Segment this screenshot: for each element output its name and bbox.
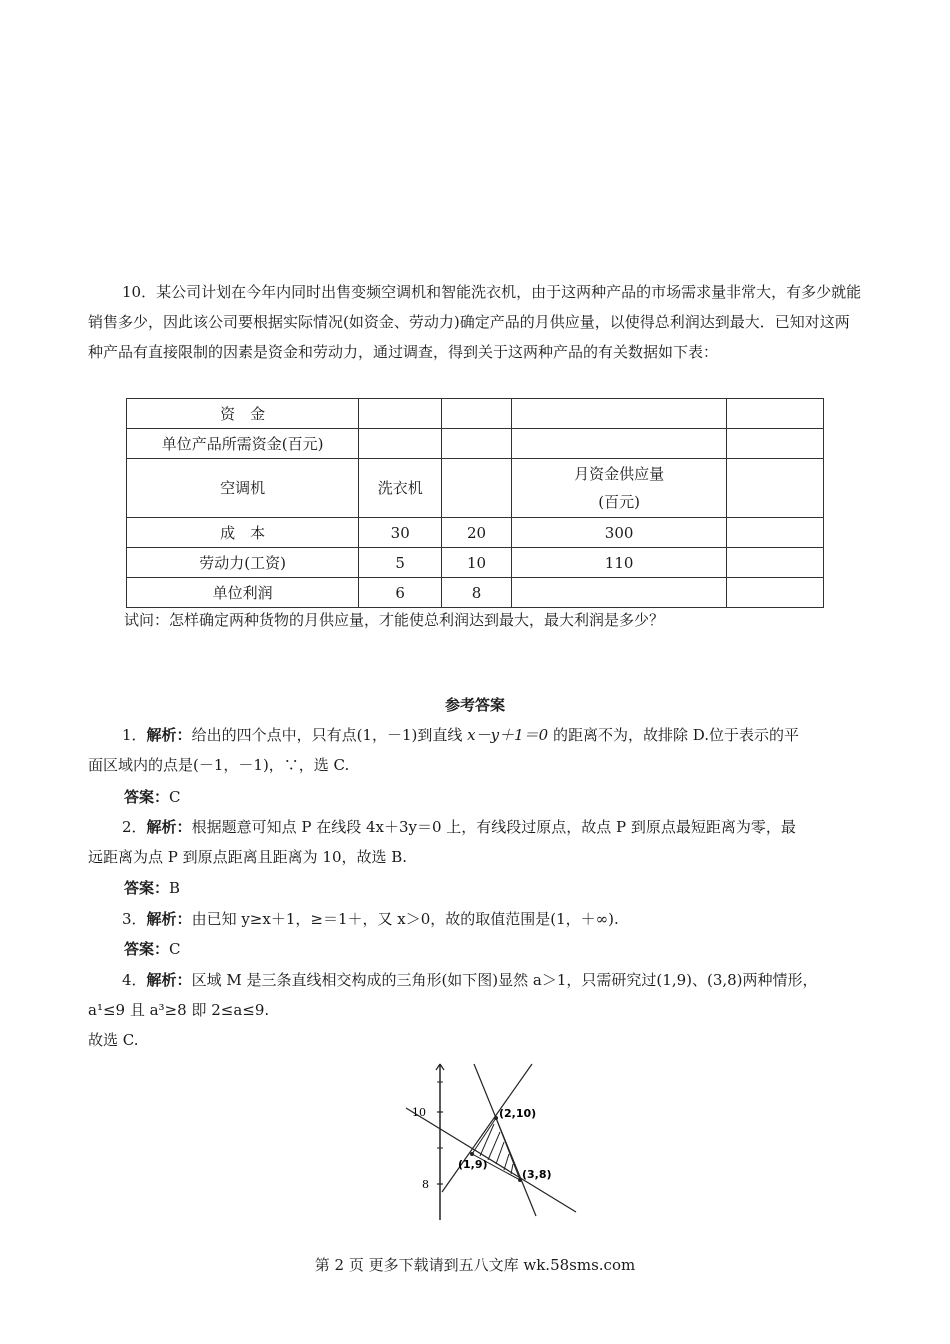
answer-1-result — [124, 782, 181, 812]
table-cell-line: 月资金供应量 — [574, 465, 665, 483]
table-cell: 8 — [442, 578, 512, 608]
answer-label: 答案： — [124, 788, 170, 806]
tick-label-10: 10 — [412, 1106, 426, 1119]
problem-10-question: 试问：怎样确定两种货物的月供应量，才能使总利润达到最大，最大利润是多少？ — [124, 611, 665, 629]
problem-body: ．某公司计划在今年内同时出售变频空调机和智能洗衣机，由于这两种产品的市场需求量非常大，有多少就能销售多少，因此该公司要根据实际情况(如资金、劳动力)确定产品的月供应量，以使得总利润达到最大．已知对这两种产品有直接限制的因素是资金和劳动力，通过调查，得到关于这两种产品的有关数据如下表： — [88, 283, 862, 361]
table-cell: 20 — [442, 518, 512, 548]
answer-3-result — [124, 934, 181, 964]
problem-10-text — [88, 277, 863, 367]
analysis-text: 面区域内的点是(－1，－1)，∵，选 C. — [88, 756, 350, 774]
answer-4-analysis — [88, 965, 863, 1055]
table-cell: 劳动力(工资) — [127, 548, 359, 578]
table-cell — [442, 459, 512, 518]
point-label-1-9: (1,9) — [458, 1158, 488, 1171]
table-cell: 110 — [511, 548, 726, 578]
table-cell — [727, 548, 824, 578]
table-cell: 5 — [359, 548, 442, 578]
answer-number: 2． — [122, 818, 147, 836]
table-cell — [511, 578, 726, 608]
answer-1-analysis — [88, 720, 863, 780]
table-cell-line: (百元) — [598, 493, 640, 511]
answer-value: C — [169, 940, 181, 958]
answer-number: 1． — [122, 726, 147, 744]
table-cell — [511, 429, 726, 459]
table-row — [127, 459, 824, 518]
table-cell: 6 — [359, 578, 442, 608]
analysis-text: 的距离不为，故排除 D.位于表示的平 — [552, 726, 799, 744]
hatch-line — [504, 1154, 509, 1170]
analysis-label: 解析： — [146, 971, 192, 989]
table-cell — [727, 518, 824, 548]
table-cell: 300 — [511, 518, 726, 548]
answer-3-analysis — [88, 904, 863, 934]
table-cell — [727, 399, 824, 429]
hatch-line — [496, 1142, 504, 1164]
table-cell — [359, 399, 442, 429]
analysis-label: 解析： — [146, 910, 192, 928]
problem-number: 10 — [122, 283, 142, 301]
answer-2-result — [124, 873, 180, 903]
table-row — [127, 518, 824, 548]
table-cell: 资 金 — [127, 399, 359, 429]
answer-value: B — [169, 879, 181, 897]
table-row — [127, 548, 824, 578]
table-cell: 单位产品所需资金(百元) — [127, 429, 359, 459]
answer-value: C — [169, 788, 181, 806]
analysis-text: 给出的四个点中，只有点(1，－1)到直线 — [191, 726, 463, 744]
analysis-text: 区域 M 是三条直线相交构成的三角形(如下图)显然 a＞1，只需研究过(1,9)、(3,8)两种情形， — [191, 971, 818, 989]
tick-label-8: 8 — [422, 1178, 429, 1191]
region-figure — [400, 1062, 580, 1222]
analysis-label: 解析： — [146, 818, 192, 836]
analysis-label: 解析： — [146, 726, 192, 744]
answer-label: 答案： — [124, 940, 170, 958]
data-table — [126, 398, 824, 608]
answers-title: 参考答案 — [444, 696, 505, 714]
analysis-text: a¹≤9 且 a³≥8 即 2≤a≤9. — [88, 1001, 270, 1019]
equation: x－y＋1＝0 — [467, 726, 549, 744]
point-label-2-10: (2,10) — [499, 1107, 537, 1120]
table-cell: 单位利润 — [127, 578, 359, 608]
analysis-text: 由已知 y≥x＋1，≥＝1＋，又 x＞0，故的取值范围是(1，＋∞). — [191, 910, 619, 928]
table-cell — [727, 459, 824, 518]
table-cell: 成 本 — [127, 518, 359, 548]
table-cell — [727, 429, 824, 459]
page-footer: 第 2 页 更多下载请到五八文库 wk.58sms.com — [314, 1256, 636, 1274]
table-row — [127, 578, 824, 608]
analysis-text: 根据题意可知点 P 在线段 4x＋3y＝0 上，有线段过原点，故点 P 到原点最短距离为零，最 — [191, 818, 796, 836]
table-cell — [727, 578, 824, 608]
table-cell — [511, 399, 726, 429]
table-cell: 洗衣机 — [359, 459, 442, 518]
table-cell — [442, 399, 512, 429]
table-cell: 10 — [442, 548, 512, 578]
table-cell: 30 — [359, 518, 442, 548]
table-cell — [511, 459, 726, 518]
boundary-line — [406, 1108, 576, 1212]
answer-number: 3． — [122, 910, 147, 928]
hatch-line — [488, 1132, 500, 1160]
point-label-3-8: (3,8) — [522, 1168, 552, 1181]
vertex-point — [470, 1152, 474, 1156]
table-row — [127, 399, 824, 429]
answer-label: 答案： — [124, 879, 170, 897]
table-cell: 空调机 — [127, 459, 359, 518]
answer-2-analysis — [88, 812, 863, 872]
table-cell — [359, 429, 442, 459]
answer-number: 4． — [122, 971, 147, 989]
analysis-text: 远距离为点 P 到原点距离且距离为 10，故选 B. — [88, 848, 408, 866]
vertex-point — [494, 1116, 498, 1120]
analysis-text: 故选 C. — [88, 1031, 139, 1049]
table-cell — [442, 429, 512, 459]
table-row — [127, 429, 824, 459]
